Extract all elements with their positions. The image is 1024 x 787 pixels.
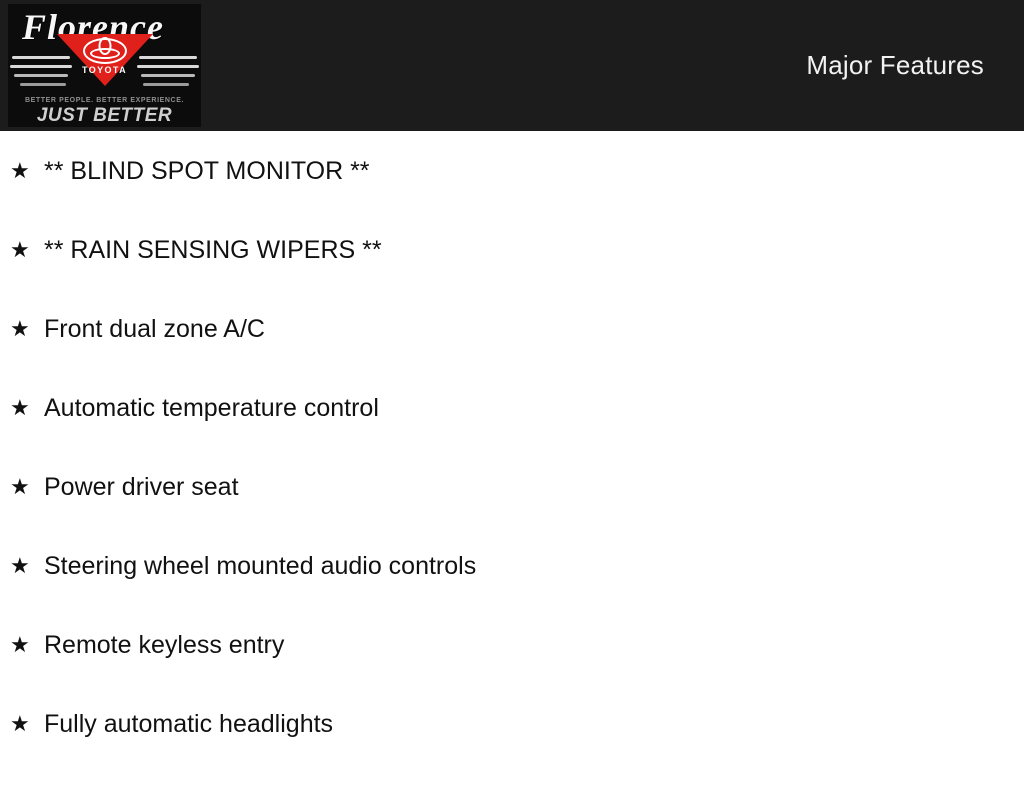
toyota-wordmark: TOYOTA [81, 65, 128, 75]
page-header [0, 0, 1024, 131]
star-icon: ★ [10, 553, 30, 578]
list-item [0, 234, 1024, 313]
star-icon: ★ [10, 711, 30, 736]
list-item [0, 708, 1024, 787]
feature-list [0, 131, 1024, 787]
star-icon: ★ [10, 395, 30, 420]
toyota-logo-icon [57, 34, 153, 92]
star-icon: ★ [10, 474, 30, 499]
dealer-logo-script-name: Florence [22, 7, 164, 47]
feature-label: Power driver seat [44, 473, 239, 501]
list-item [0, 550, 1024, 629]
dealer-tagline: BETTER PEOPLE. BETTER EXPERIENCE. [24, 97, 185, 104]
list-item [0, 313, 1024, 392]
dealer-slogan: JUST BETTER [36, 105, 173, 126]
list-item [0, 629, 1024, 708]
list-item [0, 155, 1024, 234]
feature-label: Fully automatic headlights [44, 710, 334, 738]
page-title: Major Features [806, 50, 984, 80]
feature-label: Remote keyless entry [44, 631, 285, 659]
list-item [0, 471, 1024, 550]
list-item [0, 392, 1024, 471]
feature-label: Front dual zone A/C [44, 315, 265, 343]
feature-label: ** BLIND SPOT MONITOR ** [44, 157, 370, 185]
star-icon: ★ [10, 237, 30, 262]
feature-label: ** RAIN SENSING WIPERS ** [44, 236, 382, 264]
star-icon: ★ [10, 316, 30, 341]
feature-label: Steering wheel mounted audio controls [44, 552, 477, 580]
toyota-emblem-vertical-oval [98, 37, 111, 55]
dealer-logo [8, 4, 201, 127]
star-icon: ★ [10, 632, 30, 657]
feature-label: Automatic temperature control [44, 394, 379, 422]
star-icon: ★ [10, 158, 30, 183]
toyota-emblem-icon [57, 36, 153, 66]
